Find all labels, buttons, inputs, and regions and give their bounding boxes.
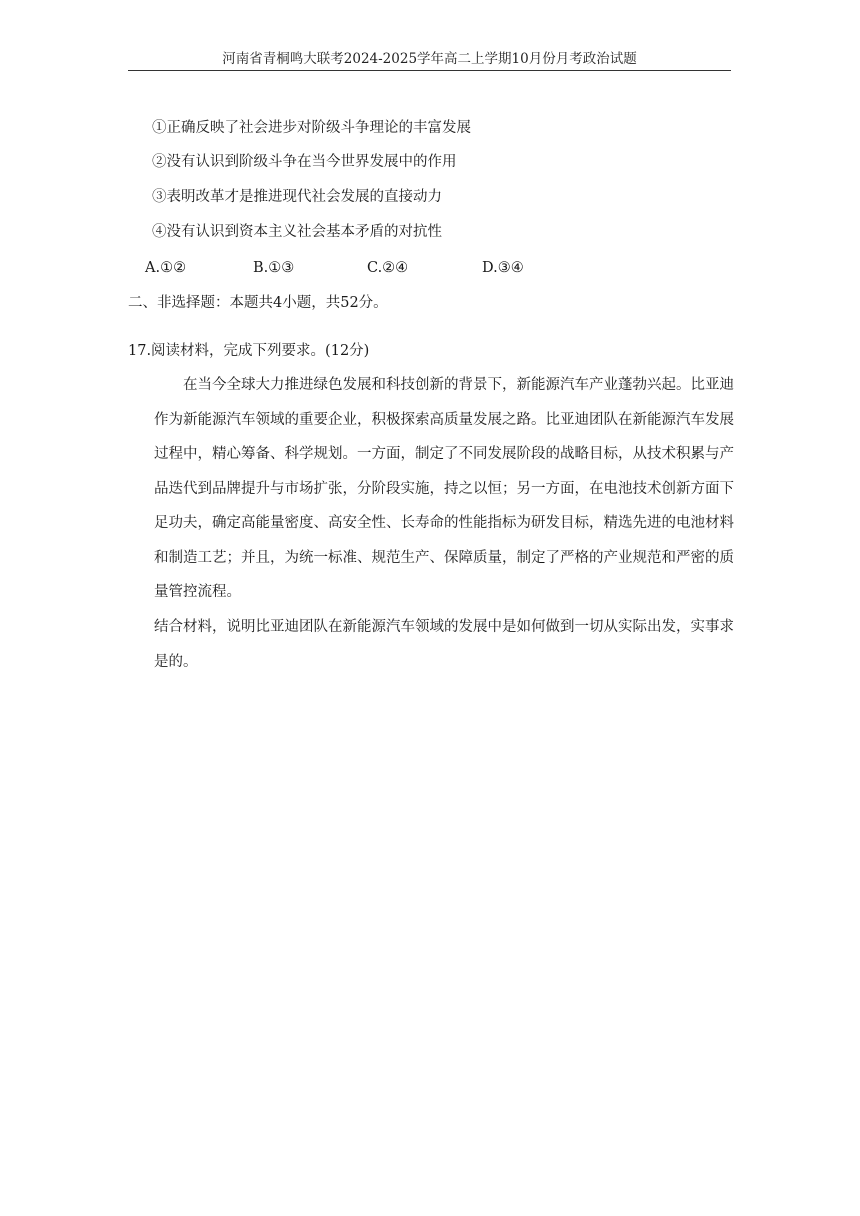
- option-b: B.①③: [253, 260, 295, 276]
- question-17-prompt: 结合材料，说明比亚迪团队在新能源汽车领域的发展中是如何做到一切从实际出发，实事求是的。: [154, 619, 734, 670]
- section-heading: 二、非选择题：本题共4小题，共52分。: [128, 295, 388, 311]
- header-rule: [128, 70, 731, 71]
- question-17-material: 在当今全球大力推进绿色发展和科技创新的背景下，新能源汽车产业蓬勃兴起。比亚迪作为新能源汽车领域的重要企业，积极探索高质量发展之路。比亚迪团队在新能源汽车发展过程中，精心筹备、科学规划。一方面，制定了不同发展阶段的战略目标，从技术积累与产品迭代到品牌提升与市场扩张，分阶段实施，持之以恒；另一方面，在电池技术创新方面下足功夫，确定高能量密度、高安全性、长寿命的性能指标为研发目标，精选先进的电池材料和制造工艺；并且，为统一标准、规范生产、保障质量，制定了严格的产业规范和严密的质量管控流程。: [154, 377, 734, 600]
- statement-4: ④没有认识到资本主义社会基本矛盾的对抗性: [152, 224, 442, 240]
- option-c: C.②④: [367, 260, 409, 276]
- statement-3: ③表明改革才是推进现代社会发展的直接动力: [152, 189, 442, 205]
- option-a: A.①②: [145, 260, 187, 276]
- answer-options: [145, 258, 705, 278]
- statement-2: ②没有认识到阶级斗争在当今世界发展中的作用: [152, 154, 457, 170]
- option-d: D.③④: [482, 260, 524, 276]
- question-17-title: 17.阅读材料，完成下列要求。(12分): [128, 343, 370, 359]
- page-header-title: 河南省青桐鸣大联考2024-2025学年高二上学期10月份月考政治试题: [222, 51, 637, 67]
- statement-1: ①正确反映了社会进步对阶级斗争理论的丰富发展: [152, 120, 471, 136]
